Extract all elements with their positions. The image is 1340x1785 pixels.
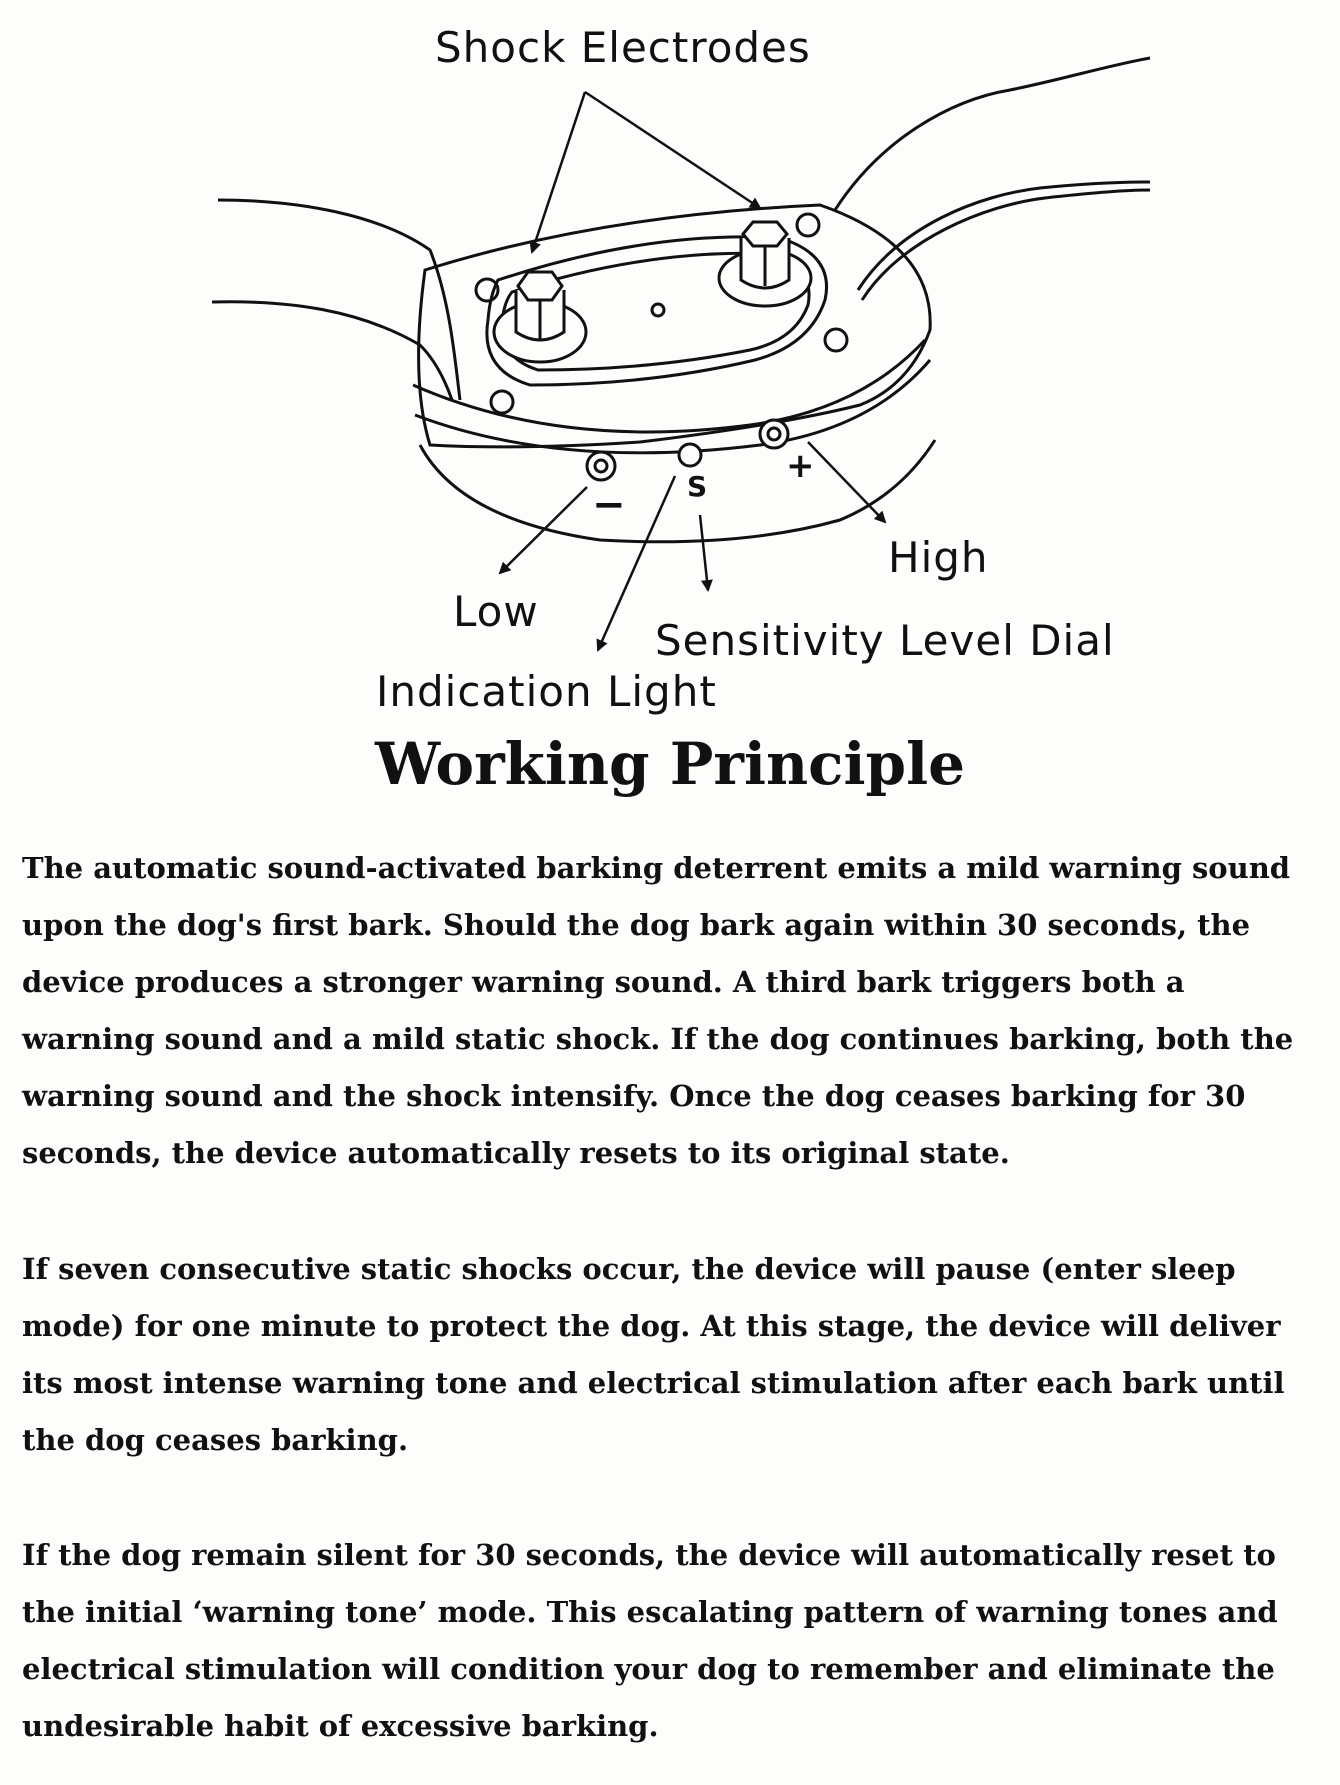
paragraph-reset: If the dog remain silent for 30 seconds, the device will automatically reset to the initial ‘warning tone’ mode. This escalating pattern of warning tones and electrical stimulation will condition your dog to remember and eliminate the undesirable habit of excessive barking.	[22, 1538, 1278, 1743]
arrow-electrode-right	[585, 92, 760, 208]
label-low: Low	[453, 587, 539, 636]
label-sensitivity-dial: Sensitivity Level Dial	[655, 616, 1115, 665]
bark-collar-diagram	[0, 0, 1340, 800]
label-high: High	[888, 533, 989, 582]
shock-electrode-right	[719, 222, 811, 306]
arrow-low	[500, 487, 587, 573]
s-marking: S	[687, 470, 708, 503]
plus-marking: +	[786, 446, 815, 486]
center-hole	[652, 304, 664, 316]
arrow-sensitivity-dial	[700, 515, 708, 590]
arrow-high	[808, 442, 885, 522]
screw-hole	[797, 214, 819, 236]
screw-hole	[825, 329, 847, 351]
paragraph-sleep-mode: If seven consecutive static shocks occur, the device will pause (enter sleep mode) for one minute to protect the dog. At this stage, the device will deliver its most intense warning tone and electrical stimulation after each bark until the dog ceases barking.	[22, 1252, 1285, 1457]
screw-hole	[491, 391, 513, 413]
label-indication-light: Indication Light	[376, 667, 717, 716]
indicator-light	[679, 444, 701, 466]
paragraph-working-principle: The automatic sound-activated barking deterrent emits a mild warning sound upon the dog's first bark. Should the dog bark again within 30 seconds, the device produces a stronger warning sound. A third bark triggers both a warning sound and a mild static shock. If the dog continues barking, both the warning sound and the shock intensify. Once the dog ceases barking for 30 seconds, the device automatically resets to its original state.	[22, 851, 1294, 1170]
label-shock-electrodes: Shock Electrodes	[435, 23, 811, 72]
page-title: Working Principle	[375, 730, 965, 798]
minus-marking: −	[592, 482, 626, 528]
arrow-electrode-left	[532, 92, 585, 252]
collar-strap-right	[835, 58, 1150, 300]
shock-electrode-left	[494, 272, 586, 362]
